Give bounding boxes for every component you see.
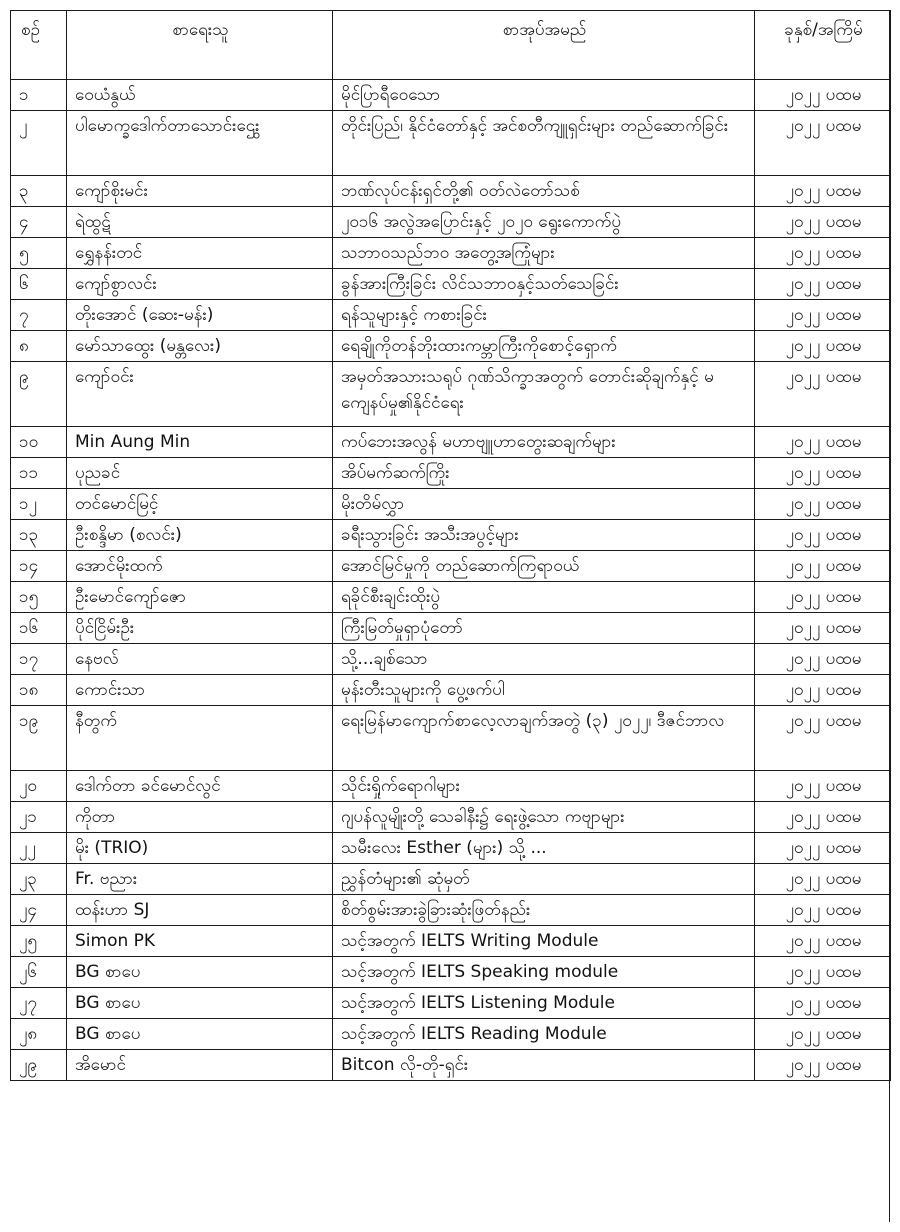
edition-year: ၂၀၂၂ ပထမ	[755, 706, 891, 771]
row-number: ၁၂	[11, 489, 67, 520]
book-title: မိုင်ပြာရီဝေသော	[333, 80, 755, 111]
header-row	[11, 11, 891, 80]
table-row	[11, 458, 891, 489]
book-title: ညွှန်တံများ၏ ဆုံမှတ်	[333, 864, 755, 895]
author-name: Fr. ဗညား	[67, 864, 333, 895]
edition-year: ၂၀၂၂ ပထမ	[755, 988, 891, 1019]
edition-year: ၂၀၂၂ ပထမ	[755, 771, 891, 802]
book-title: အမှတ်အသားသရုပ် ဂုဏ်သိက္ခာအတွက် တောင်းဆိုချက်နှင့် မကျေနပ်မှု၏နိုင်ငံရေး	[333, 362, 755, 427]
table-row	[11, 238, 891, 269]
edition-year: ၂၀၂၂ ပထမ	[755, 458, 891, 489]
page-right-border	[889, 10, 890, 1222]
book-title: သင့်အတွက် IELTS Reading Module	[333, 1019, 755, 1050]
author-name: Simon PK	[67, 926, 333, 957]
table-row	[11, 864, 891, 895]
row-number: ၂၄	[11, 895, 67, 926]
table-row	[11, 300, 891, 331]
book-title: သင့်အတွက် IELTS Speaking module	[333, 957, 755, 988]
table-row	[11, 957, 891, 988]
row-number: ၁၆	[11, 613, 67, 644]
row-number: ၇	[11, 300, 67, 331]
edition-year: ၂၀၂၂ ပထမ	[755, 331, 891, 362]
book-title: ရေးမြန်မာကျောက်စာလေ့လာချက်အတွဲ (၃) ၂၀၂၂၊ ဒီဇင်ဘာလ	[333, 706, 755, 771]
table-row	[11, 895, 891, 926]
book-title: ခွန်အားကြီးခြင်း လိင်သဘာဝနှင့်သတ်သေခြင်း	[333, 269, 755, 300]
row-number: ၁၃	[11, 520, 67, 551]
edition-year: ၂၀၂၂ ပထမ	[755, 1050, 891, 1081]
table-row	[11, 771, 891, 802]
book-title: စိတ်စွမ်းအားခွဲခြားဆုံးဖြတ်နည်း	[333, 895, 755, 926]
edition-year: ၂၀၂၂ ပထမ	[755, 582, 891, 613]
row-number: ၂၉	[11, 1050, 67, 1081]
header-title: စာအုပ်အမည်	[333, 11, 755, 80]
table-row	[11, 207, 891, 238]
author-name: Min Aung Min	[67, 427, 333, 458]
table-row	[11, 551, 891, 582]
author-name: မော်သာထွေး (မန္တလေး)	[67, 331, 333, 362]
row-number: ၁	[11, 80, 67, 111]
book-title: ၂၀၁၆ အလွဲအပြောင်းနှင့် ၂၀၂၀ ရွေးကောက်ပွဲ	[333, 207, 755, 238]
edition-year: ၂၀၂၂ ပထမ	[755, 926, 891, 957]
author-name: ကျော်ဝင်း	[67, 362, 333, 427]
author-name: တိုးအောင် (ဆေး-မန်း)	[67, 300, 333, 331]
author-name: ကျော်စိုးမင်း	[67, 176, 333, 207]
row-number: ၂	[11, 111, 67, 176]
row-number: ၁၅	[11, 582, 67, 613]
book-title: Bitcon လို-တို-ရှင်း	[333, 1050, 755, 1081]
row-number: ၁၄	[11, 551, 67, 582]
header-no: စဉ်	[11, 11, 67, 80]
edition-year: ၂၀၂၂ ပထမ	[755, 238, 891, 269]
book-title: သိုင်းရှိုက်ရောဂါများ	[333, 771, 755, 802]
row-number: ၁၇	[11, 644, 67, 675]
table-row	[11, 582, 891, 613]
row-number: ၂၃	[11, 864, 67, 895]
author-name: ရွှေနန်းတင်	[67, 238, 333, 269]
edition-year: ၂၀၂၂ ပထမ	[755, 489, 891, 520]
table-row	[11, 675, 891, 706]
author-name: BG စာပေ	[67, 988, 333, 1019]
edition-year: ၂၀၂၂ ပထမ	[755, 613, 891, 644]
book-title: အောင်မြင်မှုကို တည်ဆောက်ကြရာဝယ်	[333, 551, 755, 582]
edition-year: ၂၀၂၂ ပထမ	[755, 864, 891, 895]
table-row	[11, 1050, 891, 1081]
book-title: မိုးတိမ်လွှာ	[333, 489, 755, 520]
edition-year: ၂၀၂၂ ပထမ	[755, 551, 891, 582]
author-name: နီတွက်	[67, 706, 333, 771]
header-edition: ခုနှစ်/အကြိမ်	[755, 11, 891, 80]
row-number: ၂၁	[11, 802, 67, 833]
table-row	[11, 1019, 891, 1050]
book-title: မုန်းတီးသူများကို ပွေ့ဖက်ပါ	[333, 675, 755, 706]
edition-year: ၂၀၂၂ ပထမ	[755, 957, 891, 988]
table-row	[11, 988, 891, 1019]
row-number: ၂၂	[11, 833, 67, 864]
row-number: ၁၉	[11, 706, 67, 771]
row-number: ၅	[11, 238, 67, 269]
book-title: သို့...ချစ်သော	[333, 644, 755, 675]
author-name: ဦးစန္ဒိမာ (စလင်း)	[67, 520, 333, 551]
author-name: အောင်မိုးထက်	[67, 551, 333, 582]
row-number: ၉	[11, 362, 67, 427]
edition-year: ၂၀၂၂ ပထမ	[755, 644, 891, 675]
row-number: ၈	[11, 331, 67, 362]
author-name: မိုး (TRIO)	[67, 833, 333, 864]
row-number: ၂၀	[11, 771, 67, 802]
edition-year: ၂၀၂၂ ပထမ	[755, 111, 891, 176]
author-name: အိမောင်	[67, 1050, 333, 1081]
author-name: ပါမောက္ခဒေါက်တာသောင်းဌွေး	[67, 111, 333, 176]
book-title: တိုင်းပြည်၊ နိုင်ငံတော်နှင့် အင်စတီကျူရှင်းများ တည်ဆောက်ခြင်း	[333, 111, 755, 176]
edition-year: ၂၀၂၂ ပထမ	[755, 833, 891, 864]
author-name: ကောင်းသာ	[67, 675, 333, 706]
author-name: ဒေါက်တာ ခင်မောင်လွင်	[67, 771, 333, 802]
row-number: ၁၈	[11, 675, 67, 706]
book-title: ကြီးမြတ်မှုရှာပုံတော်	[333, 613, 755, 644]
book-list-table	[10, 10, 891, 1081]
edition-year: ၂၀၂၂ ပထမ	[755, 895, 891, 926]
book-title: သင့်အတွက် IELTS Writing Module	[333, 926, 755, 957]
table-row	[11, 111, 891, 176]
row-number: ၂၆	[11, 957, 67, 988]
edition-year: ၂၀၂၂ ပထမ	[755, 176, 891, 207]
table-row	[11, 833, 891, 864]
book-title: ရေချိုကိုတန်ဘိုးထားကမ္ဘာကြီးကိုစောင့်ရှောက်	[333, 331, 755, 362]
edition-year: ၂၀၂၂ ပထမ	[755, 675, 891, 706]
table-row	[11, 926, 891, 957]
row-number: ၂၇	[11, 988, 67, 1019]
book-rows	[11, 80, 891, 1081]
table-row	[11, 362, 891, 427]
row-number: ၃	[11, 176, 67, 207]
book-title: အိပ်မက်ဆက်ကြိုး	[333, 458, 755, 489]
table-row	[11, 706, 891, 771]
book-title: ရန်သူများနှင့် ကစားခြင်း	[333, 300, 755, 331]
author-name: ထန်းဟာ SJ	[67, 895, 333, 926]
author-name: ပိုင်ငြိမ်းဦး	[67, 613, 333, 644]
author-name: ရဲထွဋ်	[67, 207, 333, 238]
book-title: ရခိုင်စီးချင်းထိုးပွဲ	[333, 582, 755, 613]
table-row	[11, 269, 891, 300]
author-name: ကိုတာ	[67, 802, 333, 833]
author-name: တင်မောင်မြင့်	[67, 489, 333, 520]
edition-year: ၂၀၂၂ ပထမ	[755, 269, 891, 300]
author-name: ကျော်စွာလင်း	[67, 269, 333, 300]
author-name: BG စာပေ	[67, 957, 333, 988]
table-row	[11, 80, 891, 111]
table-row	[11, 802, 891, 833]
edition-year: ၂၀၂၂ ပထမ	[755, 80, 891, 111]
row-number: ၆	[11, 269, 67, 300]
book-title: သဘာဝသည်ဘဝ အတွေ့အကြုံများ	[333, 238, 755, 269]
edition-year: ၂၀၂၂ ပထမ	[755, 520, 891, 551]
edition-year: ၂၀၂၂ ပထမ	[755, 1019, 891, 1050]
edition-year: ၂၀၂၂ ပထမ	[755, 207, 891, 238]
table-row	[11, 331, 891, 362]
table-row	[11, 644, 891, 675]
table-row	[11, 520, 891, 551]
table-row	[11, 489, 891, 520]
edition-year: ၂၀၂၂ ပထမ	[755, 300, 891, 331]
row-number: ၄	[11, 207, 67, 238]
author-name: ပုညခင်	[67, 458, 333, 489]
table-row	[11, 176, 891, 207]
edition-year: ၂၀၂၂ ပထမ	[755, 362, 891, 427]
book-title: ဘဏ်လုပ်ငန်းရှင်တို့၏ ဝတ်လဲတော်သစ်	[333, 176, 755, 207]
author-name: နေဗလ်	[67, 644, 333, 675]
book-title: ကပ်ဘေးအလွန် မဟာဗျူဟာတွေးဆချက်များ	[333, 427, 755, 458]
edition-year: ၂၀၂၂ ပထမ	[755, 802, 891, 833]
author-name: BG စာပေ	[67, 1019, 333, 1050]
author-name: ဦးမောင်ကျော်ဇော	[67, 582, 333, 613]
edition-year: ၂၀၂၂ ပထမ	[755, 427, 891, 458]
row-number: ၂၅	[11, 926, 67, 957]
book-title: သမီးလေး Esther (များ) သို့ ...	[333, 833, 755, 864]
book-list-sheet	[10, 10, 890, 1081]
book-title: ဂျပန်လူမျိုးတို့ သေခါနီး၌ ရေးဖွဲ့သော ကဗျာများ	[333, 802, 755, 833]
row-number: ၁၀	[11, 427, 67, 458]
table-row	[11, 427, 891, 458]
book-title: သင့်အတွက် IELTS Listening Module	[333, 988, 755, 1019]
author-name: ဝေယံနွယ်	[67, 80, 333, 111]
book-title: ခရီးသွားခြင်း အသီးအပွင့်များ	[333, 520, 755, 551]
header-author: စာရေးသူ	[67, 11, 333, 80]
table-row	[11, 613, 891, 644]
row-number: ၂၈	[11, 1019, 67, 1050]
row-number: ၁၁	[11, 458, 67, 489]
